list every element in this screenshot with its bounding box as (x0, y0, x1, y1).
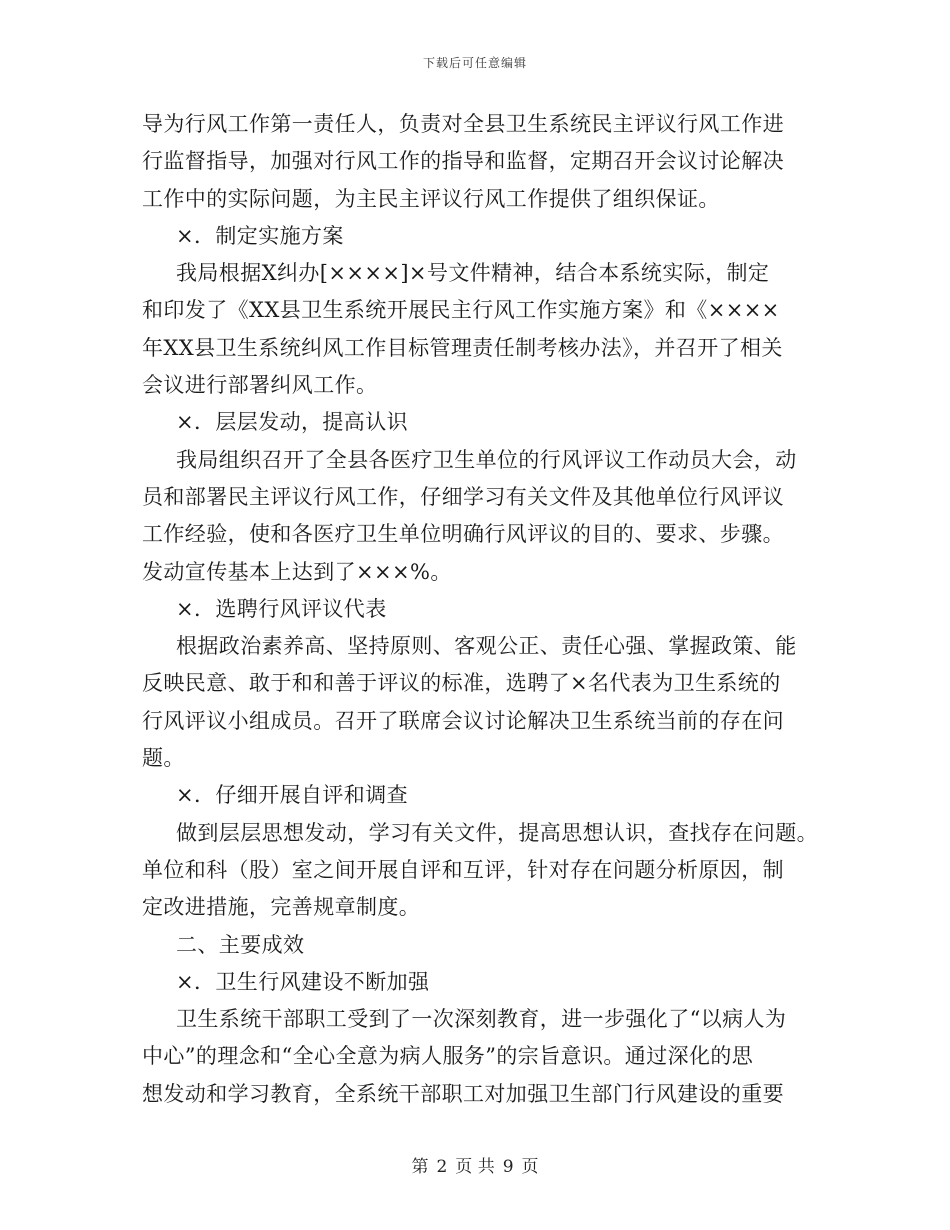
footer-middle: 页 共 (455, 1157, 495, 1177)
text-line: 导为行风工作第一责任人，负责对全县卫生系统民主评议行风工作进 (142, 112, 784, 136)
text-line: 题。 (142, 746, 185, 771)
footer-current-page: 2 (436, 1157, 448, 1177)
text-line: 会议进行部署纠风工作。 (142, 373, 378, 398)
text-line: 卫生系统干部职工受到了一次深刻教育，进一步强化了“以病人为 (176, 1007, 787, 1032)
text-line: 工作经验，使和各医疗卫生单位明确行风评议的目的、要求、步骤。 (142, 522, 784, 547)
text-line: ×．卫生行风建设不断加强 (176, 969, 430, 994)
text-line: ×．选聘行风评议代表 (176, 596, 387, 621)
text-line: 中心”的理念和“全心全意为病人服务”的宗旨意识。通过深化的思 (142, 1044, 754, 1069)
text-line: 员和部署民主评议行风工作，仔细学习有关文件及其他单位行风评议 (142, 484, 784, 509)
page-footer (0, 1152, 950, 1177)
text-line: 定改进措施，完善规章制度。 (142, 895, 421, 920)
page-header: 下载后可任意编辑 (422, 56, 527, 70)
text-line: 行监督指导，加强对行风工作的指导和监督，定期召开会议讨论解决 (142, 149, 784, 174)
text-line: 行风评议小组成员。召开了联席会议讨论解决卫生系统当前的存在问 (142, 708, 784, 733)
text-line: 做到层层思想发动，学习有关文件，提高思想认识，查找存在问题。 (176, 820, 818, 845)
text-line: 想发动和学习教育，全系统干部职工对加强卫生部门行风建设的重要 (142, 1081, 784, 1106)
text-line: 二、主要成效 (176, 932, 305, 957)
text-line: 单位和科（股）室之间开展自评和互评，针对存在问题分析原因，制 (142, 857, 784, 882)
text-line: 工作中的实际问题，为主民主评议行风工作提供了组织保证。 (142, 186, 720, 211)
footer-total-pages: 9 (502, 1157, 514, 1177)
text-line: 年XX县卫生系统纠风工作目标管理责任制考核办法》，并召开了相关 (142, 335, 783, 360)
document-body (142, 106, 832, 1113)
text-line: ×．仔细开展自评和调查 (176, 783, 408, 808)
text-line: 根据政治素养高、坚持原则、客观公正、责任心强、掌握政策、能 (176, 634, 797, 659)
text-line: 和印发了《XX县卫生系统开展民主行风工作实施方案》和《×××× (142, 298, 780, 323)
footer-suffix: 页 (521, 1157, 539, 1177)
text-line: ×．层层发动，提高认识 (176, 410, 408, 435)
footer-prefix: 第 (411, 1157, 429, 1177)
text-line: 我局组织召开了全县各医疗卫生单位的行风评议工作动员大会，动 (176, 447, 797, 472)
text-line: 发动宣传基本上达到了×××%。 (142, 559, 452, 584)
text-line: 我局根据X纠办[××××]×号文件精神，结合本系统实际，制定 (176, 261, 770, 286)
text-line: 反映民意、敢于和和善于评议的标准，选聘了×名代表为卫生系统的 (142, 671, 781, 696)
text-line: ×．制定实施方案 (176, 223, 344, 248)
